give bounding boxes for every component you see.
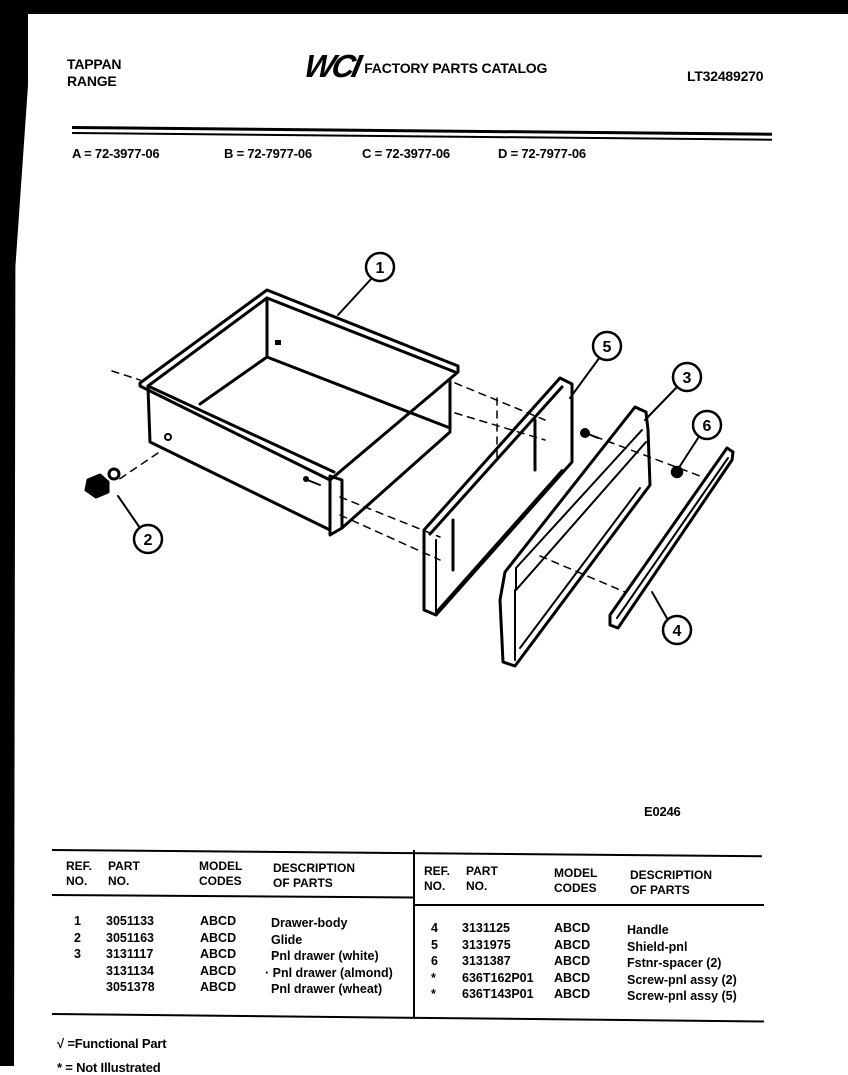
- left-part-column: [106, 913, 155, 996]
- callout-5: [593, 332, 621, 360]
- table-cell: Pnl drawer (white): [271, 949, 379, 963]
- document-id: LT32489270: [687, 68, 764, 84]
- model-b: B = 72-7977-06: [224, 146, 312, 161]
- table-cell: Glide: [271, 932, 303, 947]
- svg-text:2: 2: [143, 532, 153, 549]
- table-cell: ABCD: [200, 947, 237, 961]
- table-cell: ABCD: [200, 930, 237, 945]
- header-part-left: PART NO.: [108, 859, 140, 888]
- svg-text:6: 6: [702, 418, 712, 435]
- brand-line-1: TAPPAN: [67, 56, 122, 72]
- table-cell: ABCD: [200, 963, 237, 978]
- header-ref-left: REF. NO.: [66, 859, 93, 888]
- table-cell: *: [431, 987, 436, 1001]
- right-codes-column: [554, 920, 590, 1003]
- table-cell: Pnl drawer (wheat): [271, 982, 383, 996]
- table-header-rule-left: [52, 894, 414, 899]
- table-cell: ABCD: [200, 914, 237, 928]
- table-cell: Fstnr-spacer (2): [627, 956, 722, 970]
- callout-4: [663, 616, 691, 644]
- table-cell: 5: [431, 937, 438, 952]
- left-codes-column: [200, 913, 236, 996]
- table-cell: · Pnl drawer (almond): [265, 965, 393, 980]
- shield-panel-part: [424, 378, 572, 615]
- table-cell: 3131387: [462, 954, 511, 968]
- header-model-left: MODEL CODES: [199, 859, 243, 888]
- table-header-rule-right: [414, 904, 764, 906]
- header-desc-left: DESCRIPTION OF PARTS: [273, 861, 356, 890]
- table-cell: ABCD: [554, 937, 591, 952]
- table-cell: 6: [431, 954, 438, 968]
- drawer-panel-part: [500, 407, 650, 666]
- table-cell: 3051133: [106, 914, 154, 928]
- table-cell: 4: [431, 921, 438, 935]
- left-ref-column: [74, 913, 81, 963]
- right-desc-column: [627, 922, 737, 1005]
- spacer-part: [672, 467, 682, 477]
- table-cell: Drawer-body: [271, 916, 348, 930]
- table-cell: Handle: [627, 923, 669, 937]
- model-a: A = 72-3977-06: [72, 146, 160, 161]
- table-cell: Screw-pnl assy (2): [627, 972, 737, 987]
- table-cell: ABCD: [200, 980, 237, 994]
- svg-text:3: 3: [682, 370, 692, 387]
- table-cell: 3131117: [106, 947, 154, 961]
- model-c: C = 72-3977-06: [362, 146, 450, 161]
- drawer-body-part: [140, 290, 458, 535]
- table-cell: ABCD: [554, 921, 591, 935]
- svg-text:1: 1: [375, 260, 385, 277]
- callout-leaders: [118, 278, 700, 620]
- functional-part-note: √ =Functional Part: [57, 1036, 167, 1051]
- right-ref-column: [431, 920, 438, 1003]
- table-cell: 2: [74, 930, 81, 945]
- table-cell: 3: [74, 947, 81, 961]
- table-cell: 3131134: [106, 963, 154, 978]
- callout-2: [134, 525, 162, 553]
- table-cell: 636T143P01: [462, 987, 534, 1001]
- right-part-column: [462, 920, 534, 1003]
- header-ref-right: REF. NO.: [424, 864, 451, 893]
- table-cell: 3131975: [462, 937, 511, 952]
- header-desc-right: DESCRIPTION OF PARTS: [630, 868, 713, 897]
- table-cell: 3131125: [462, 921, 510, 935]
- svg-text:5: 5: [602, 339, 612, 356]
- callout-3: [673, 363, 701, 391]
- glide-part: [86, 469, 119, 497]
- table-top-rule: [52, 849, 762, 857]
- screw-part: [581, 429, 598, 438]
- table-cell: ABCD: [554, 970, 591, 985]
- table-cell: 1: [74, 914, 81, 928]
- table-cell: *: [431, 970, 436, 985]
- table-cell: Shield-pnl: [627, 939, 688, 954]
- table-divider: [413, 850, 415, 1018]
- table-cell: 3051163: [106, 930, 154, 945]
- table-cell: ABCD: [554, 987, 591, 1001]
- catalog-title: FACTORY PARTS CATALOG: [364, 60, 548, 76]
- brand-line-2: RANGE: [67, 73, 117, 89]
- model-d: D = 72-7977-06: [498, 146, 586, 161]
- left-desc-column: [265, 915, 393, 998]
- header-model-right: MODEL CODES: [554, 866, 598, 895]
- header-part-right: PART NO.: [466, 864, 498, 893]
- table-cell: Screw-pnl assy (5): [627, 989, 737, 1003]
- callout-1: [366, 253, 394, 281]
- wci-logo: WCI: [301, 48, 363, 84]
- handle-part: [610, 448, 733, 628]
- partial-footnote: * = Not Illustrated: [57, 1060, 161, 1075]
- table-cell: 636T162P01: [462, 970, 534, 985]
- svg-text:4: 4: [672, 623, 682, 640]
- table-bottom-rule: [52, 1013, 764, 1022]
- table-cell: ABCD: [554, 954, 591, 968]
- drawing-code: E0246: [644, 804, 681, 819]
- table-cell: 3051378: [106, 980, 155, 994]
- callout-6: [693, 411, 721, 439]
